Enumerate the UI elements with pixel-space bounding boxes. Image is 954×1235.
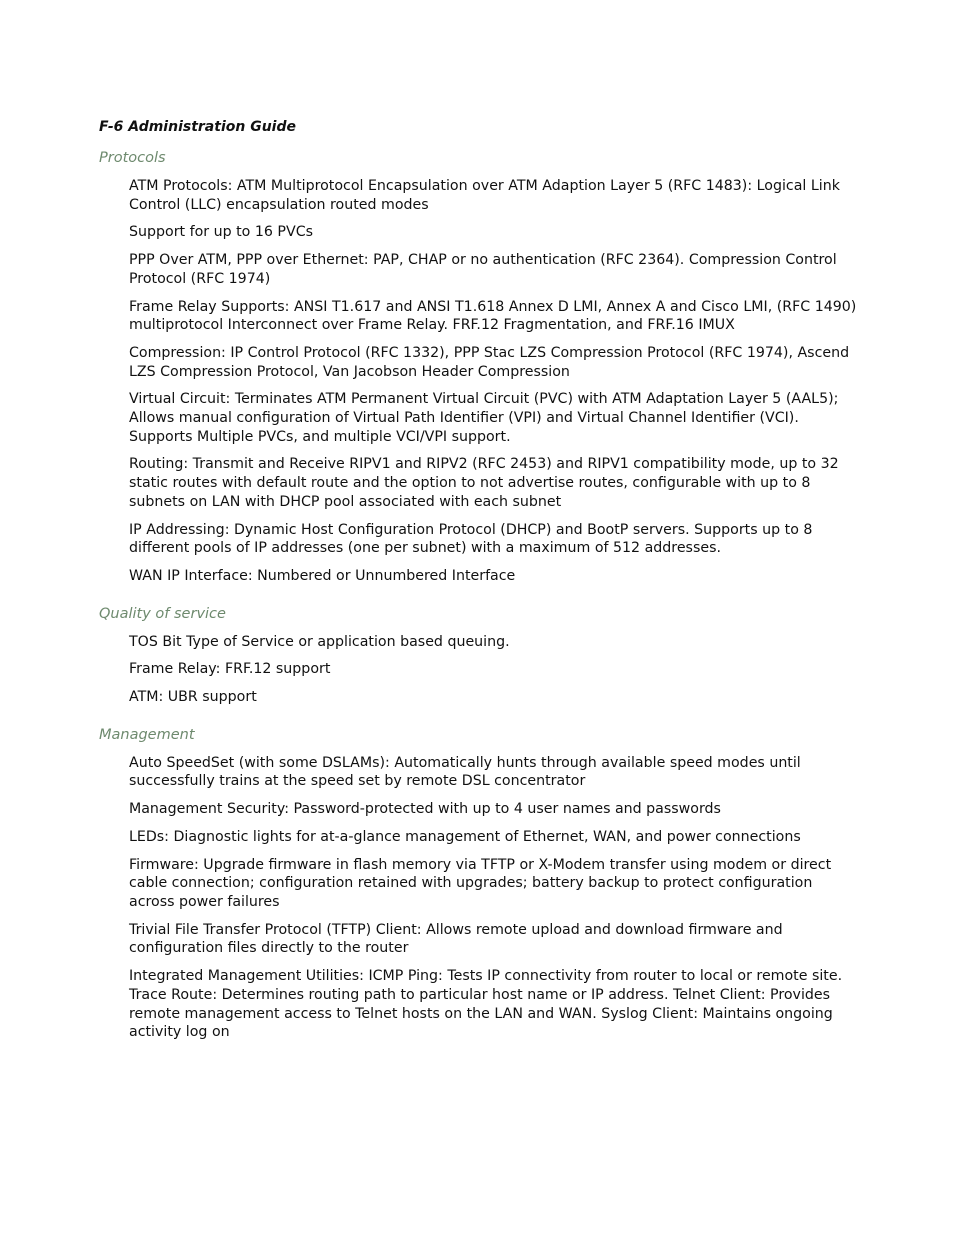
list-item: Support for up to 16 PVCs (129, 224, 313, 241)
section-heading: Protocols (99, 150, 166, 166)
section-quality-of-service (99, 604, 859, 707)
section-protocols (99, 148, 859, 586)
list-item: PPP Over ATM, PPP over Ethernet: PAP, CHAP or no authentication (RFC 2364). Compression Control Protocol (RFC 1974) (129, 252, 837, 287)
running-header: F-6 Administration Guide (99, 119, 296, 135)
list-item: Compression: IP Control Protocol (RFC 1332), PPP Stac LZS Compression Protocol (RFC 1974), Ascend LZS Compression Protocol, Van Jacobson Header Compression (129, 344, 850, 380)
section-management (99, 725, 859, 1042)
list-item: Frame Relay: FRF.12 support (129, 661, 331, 678)
list-item: Frame Relay Supports: ANSI T1.617 and ANSI T1.618 Annex D LMI, Annex A and Cisco LMI, (RFC 1490) multiprotocol Interconnect over Frame Relay. FRF.12 Fragmentation, and FRF.16 IMUX (129, 298, 857, 334)
spec-content (99, 148, 859, 1042)
list-item: Management Security: Password-protected with up to 4 user names and passwords (129, 801, 721, 818)
section-heading: Quality of service (99, 605, 226, 622)
list-item: Integrated Management Utilities: ICMP Ping: Tests IP connectivity from router to local or remote site. Trace Route: Determines routing path to particular host name or IP address. Telnet Client: Provides remote management access to Telnet hosts on the LAN and WAN. Syslog Client: Maintains ongoing activity log on (129, 968, 843, 1041)
list-item: LEDs: Diagnostic lights for at-a-glance management of Ethernet, WAN, and power connections (129, 828, 801, 845)
list-item: Firmware: Upgrade firmware in flash memory via TFTP or X-Modem transfer using modem or direct cable connection; configuration retained with upgrades; battery backup to protect configuration across power failures (129, 856, 832, 910)
section-heading: Management (99, 726, 195, 743)
list-item: Virtual Circuit: Terminates ATM Permanent Virtual Circuit (PVC) with ATM Adaptation Layer 5 (AAL5); Allows manual configuration of Virtual Path Identifier (VPI) and Virtual Channel Identifier (VCI). Supports Multiple PVCs, and multiple VCI/VPI support. (129, 391, 839, 445)
list-item: Auto SpeedSet (with some DSLAMs): Automatically hunts through available speed modes until successfully trains at the speed set by remote DSL concentrator (129, 754, 801, 790)
list-item: ATM: UBR support (129, 689, 257, 706)
list-item: WAN IP Interface: Numbered or Unnumbered Interface (129, 567, 516, 584)
list-item: IP Addressing: Dynamic Host Configuration Protocol (DHCP) and BootP servers. Supports up to 8 different pools of IP addresses (one per subnet) with a maximum of 512 addresses. (129, 521, 813, 557)
list-item: ATM Protocols: ATM Multiprotocol Encapsulation over ATM Adaption Layer 5 (RFC 1483): Logical Link Control (LLC) encapsulation routed modes (129, 178, 840, 213)
list-item: Trivial File Transfer Protocol (TFTP) Client: Allows remote upload and download firmware and configuration files directly to the router (129, 921, 783, 957)
list-item: Routing: Transmit and Receive RIPV1 and RIPV2 (RFC 2453) and RIPV1 compatibility mode, up to 32 static routes with default route and the option to not advertise routes, configurable with up to 8 subnets on LAN with DHCP pool associated with each subnet (129, 456, 839, 510)
list-item: TOS Bit Type of Service or application based queuing. (129, 633, 510, 650)
